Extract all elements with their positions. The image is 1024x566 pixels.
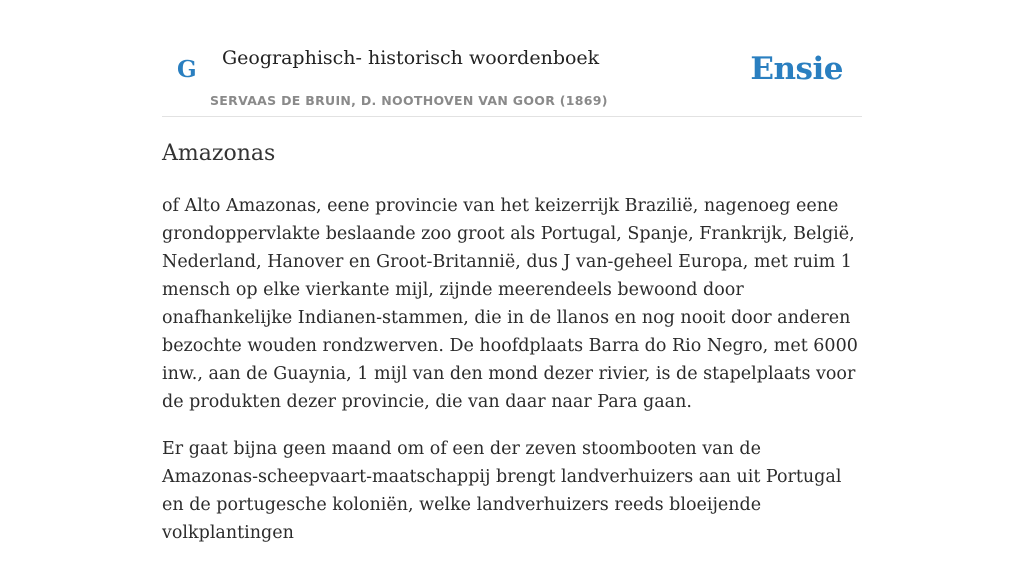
entry-title: Amazonas — [162, 141, 276, 166]
entry-paragraph: Er gaat bijna geen maand om of een der zeven stoombooten van de Amazonas-scheepvaart-maatschappij brengt landverhuizers aan uit Portugal en de portugesche koloniën, welke landverhuizers reeds bloeijende volkplantingen — [162, 439, 842, 543]
book-header — [162, 0, 862, 117]
entry-body — [162, 192, 862, 566]
book-author-year: SERVAAS DE BRUIN, D. NOOTHOVEN VAN GOOR (1869) — [210, 93, 608, 108]
book-logo-letter[interactable]: G — [177, 56, 197, 83]
ensie-logo[interactable]: Ensie — [750, 51, 843, 87]
entry-paragraph: of Alto Amazonas, eene provincie van het keizerrijk Brazilië, nagenoeg eene grondoppervlakte beslaande zoo groot als Portugal, Spanje, Frankrijk, België, Nederland, Hanover en Groot-Britannië, dus J van-geheel Europa, met ruim 1 mensch op elke vierkante mijl, zijnde meerendeels bewoond door onafhankelijke Indianen-stammen, die in de llanos en nog nooit door anderen bezochte wouden rondzwerven. De hoofdplaats Barra do Rio Negro, met 6000 inw., aan de Guaynia, 1 mijl van den mond dezer rivier, is de stapelplaats voor de produkten dezer provincie, die van daar naar Para gaan. — [162, 196, 858, 412]
book-title[interactable]: Geographisch- historisch woordenboek — [222, 47, 600, 69]
